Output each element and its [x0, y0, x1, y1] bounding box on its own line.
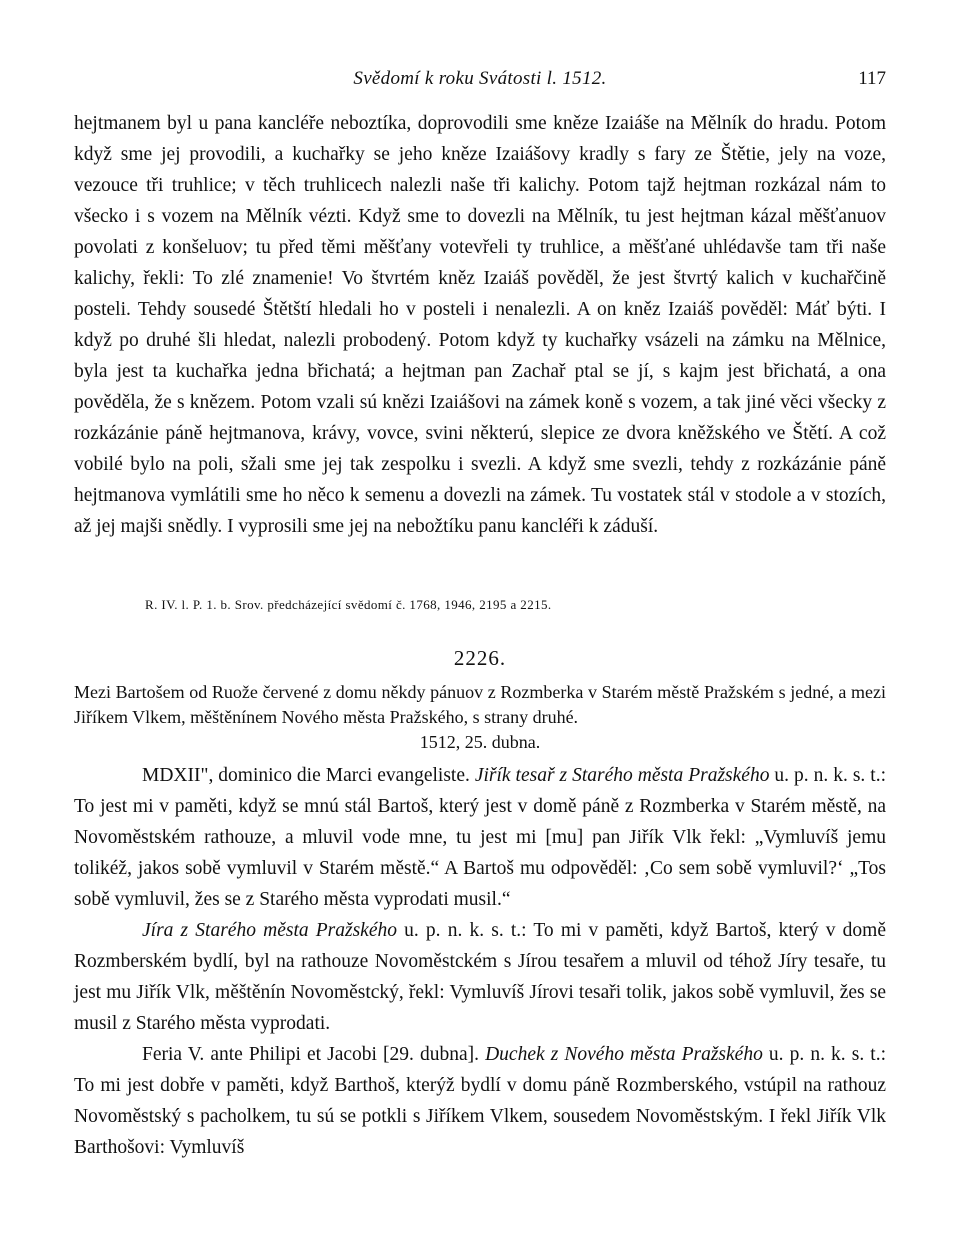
testimony-paragraph: hejtmanem byl u pana kancléře neboztíka, doprovodili sme kněze Izaiáše na Mělník do hradu. Potom když sme jej provodili, a kuchařky se jeho kněze Izaiášovy kradly s fary ze Štětie, jely na voze, vezouce tři truhlice; v těch truhlicech nalezli naše tři kalichy. Potom tajž hejtman rozkázal nám to všecko i s vozem na Mělník vézti. Když sme to dovezli na Mělník, tu jest hejtman kázal měšťanuov povolati z konšeluov; tu před těmi měšťany votevřeli ty truhlice, a měšťané uhlédavše tam tři naše kalichy, řekli: To zlé znamenie! Vo štvrtém kněz Izaiáš pověděl, že jest štvrtý kalich v kuchařčině posteli. Tehdy sousedé Štětští hledali ho v posteli i nenalezli. A on kněz Izaiáš pověděl: Máť býti. I když po druhé šli hledat, nalezli probodený. Potom když ty kuchařky vsázeli na zámku na Mělnice, byla jest ta kuchařka jedna břichatá; a hejtman pan Zachař ptal se jí, s kajm jest břichatá, a ona pověděla, že s knězem. Potom vzali sú knězi Izaiášovi na zámek koně s vozem, a tak jiné věci všecky z rozkázánie páně hejtmanova, krávy, vovce, svini některú, slepice ze dvora kněžského ve Štětí. A což vobilé bylo na poli, sžali sme jej tak zespolku i svezli. A když sme svezli, tehdy z rozkázánie páně hejtmanova vymlátili sme ho něco k semenu a dovezli na zámek. Tu vostatek stál v stodole a v stozích, až jej mајši snědly. I vyprosili sme jej na nebožtíku panu kancléři k záduší.: [74, 113, 886, 537]
paragraph-body: u. p. n. k. s. t.: To mi v paměti, když Bartoš, který v domě Rozmberském bydlí, byl na rathouze Novoměstckém s Jírou tesařem a mluvil od téhož Jíry tesaře, tu jest mu Jiřík Vlk, měštěnín Novoměstcký, řekl: Vymluvíš Jírovi tesaři tolik, jakos sobě vymluvil, žes se musil z Starého města vyprodati.: [74, 920, 886, 1034]
testimony-paragraph: [74, 760, 886, 915]
paragraph-lead: Feria V. ante Philipi et Jacobi [29. dubna].: [142, 1044, 486, 1065]
entry-number: 2226.: [453, 646, 507, 670]
witness-name: Jiřík tesař z Starého města Pražského: [474, 765, 770, 786]
running-head: [74, 68, 886, 98]
source-note: R. IV. l. P. 1. b. Srov. předcházející svědomí č. 1768, 1946, 2195 a 2215.: [145, 597, 552, 612]
paragraph-body: u. p. n. k. s. t.: To mi jest dobře v paměti, když Barthoš, kterýž bydlí v domu páně Rozmberského, vstúpil na rathouz Novoměstský s pacholkem, tu sú se potkli s Jiříkem Vlkem, sousedem Novoměstským. I řekl Jiřík Vlk Barthošovi: Vymluvíš: [74, 1044, 886, 1158]
regest-text: Mezi Bartošem od Ruože červené z domu někdy pánuov z Rozmberka v Starém městě Pražském s jedné, a mezi Jiříkem Vlkem, měštěnínem Nového města Pražského, s strany druhé.: [74, 682, 886, 727]
running-title: Svědomí k roku Svátosti l. 1512.: [353, 68, 607, 89]
continued-testimony: [74, 108, 886, 542]
testimony-paragraph: [74, 915, 886, 1039]
witness-name: Jíra z Starého města Pražského: [142, 920, 397, 941]
testimony-paragraph: [74, 1039, 886, 1163]
paragraph-body: u. p. n. k. s. t.: To jest mi v paměti, když se mnú stál Bartoš, který jest v domě páně z Rozmberka v Starém městě, na Novoměstském rathouze, a mluvil vode mne, tu jest mi [mu] pan Jiřík Vlk řekl: „Vymluvíš jemu tolikéž, jakos sobě vymluvil v Starém městě.“ A Bartoš mu odpověděl: ‚Co sem sobě vymluvil?‘ „Tos sobě vymluvil, žes se z Starého města vyprodati musil.“: [74, 765, 886, 910]
entry-regest: [74, 680, 886, 755]
regest-date: 1512, 25. dubna.: [419, 732, 541, 752]
paragraph-lead: MDXII", dominico die Marci evangeliste.: [142, 765, 475, 786]
entry-testimonies: [74, 760, 886, 1163]
page-number: 117: [858, 68, 886, 89]
witness-name: Duchek z Nového města Pražského: [485, 1044, 763, 1065]
